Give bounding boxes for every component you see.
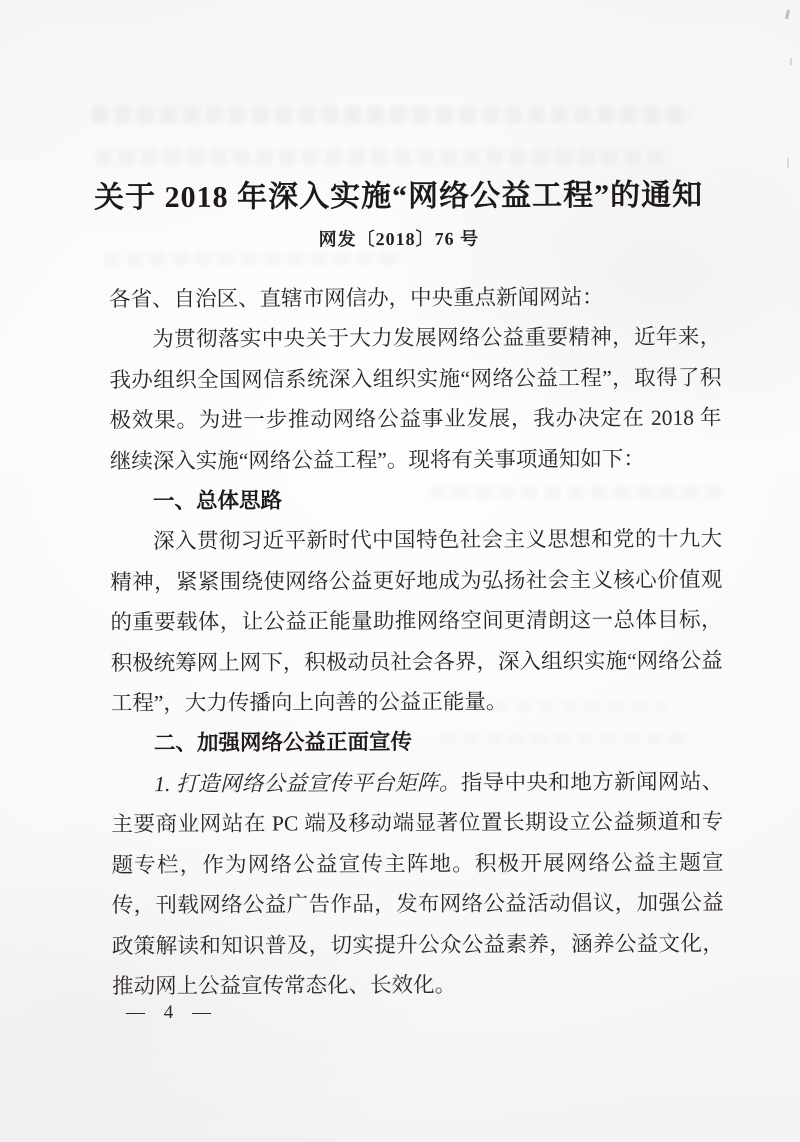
page-number: — 4 — xyxy=(126,1002,218,1023)
document-title: 关于 2018 年深入实施“网络公益工程”的通知 xyxy=(94,178,704,215)
document-number: 网发〔2018〕76 号 xyxy=(318,228,480,250)
bleed-through-text xyxy=(92,106,692,123)
item-1-text: 指导中央和地方新闻网站、主要商业网站在 PC 端及移动端显著位置长期设立公益频道和专题专栏，作为网络公益宣传主阵地。积极开展网络公益主题宣传，刊载网络公益广告作品，发布网络公益活动倡议，加强公益政策解读和知识普及，切实提升公众公益素养，涵养公益文化，推动网上公益宣传常态化、长效化。 xyxy=(111,769,724,999)
scan-artifact xyxy=(787,158,789,168)
salutation: 各省、自治区、直辖市网信办，中央重点新闻网站： xyxy=(109,285,604,312)
section-heading-2: 二、加强网络公益正面宣传 xyxy=(153,730,413,756)
scan-artifact xyxy=(790,58,792,65)
item-1-lead: 1. 打造网络公益宣传平台矩阵。 xyxy=(154,770,461,796)
scan-artifact xyxy=(785,10,790,19)
section-heading-1: 一、总体思路 xyxy=(152,488,283,514)
document-body xyxy=(0,176,800,1007)
document-text-column xyxy=(109,277,724,1007)
section-1-paragraph: 深入贯彻习近平新时代中国特色社会主义思想和党的十九大精神，紧紧围绕使网络公益更好地成为弘扬社会主义核心价值观的重要载体，让公益正能量助推网络空间更清朗这一总体目标，积极统筹网上网下，积极动员社会各界，深入组织实施“网络公益工程”，大力传播向上向善的公益正能量。 xyxy=(110,527,723,716)
bleed-through-text xyxy=(96,149,671,165)
intro-paragraph: 为贯彻落实中央关于大力发展网络公益重要精神，近年来，我办组织全国网信系统深入组织实施“网络公益工程”，取得了积极效果。为进一步推动网络公益事业发展，我办决定在 2018 年继续深入实施“网络公益工程”。现将有关事项通知如下： xyxy=(109,325,722,473)
section-2-paragraph xyxy=(111,761,724,1006)
